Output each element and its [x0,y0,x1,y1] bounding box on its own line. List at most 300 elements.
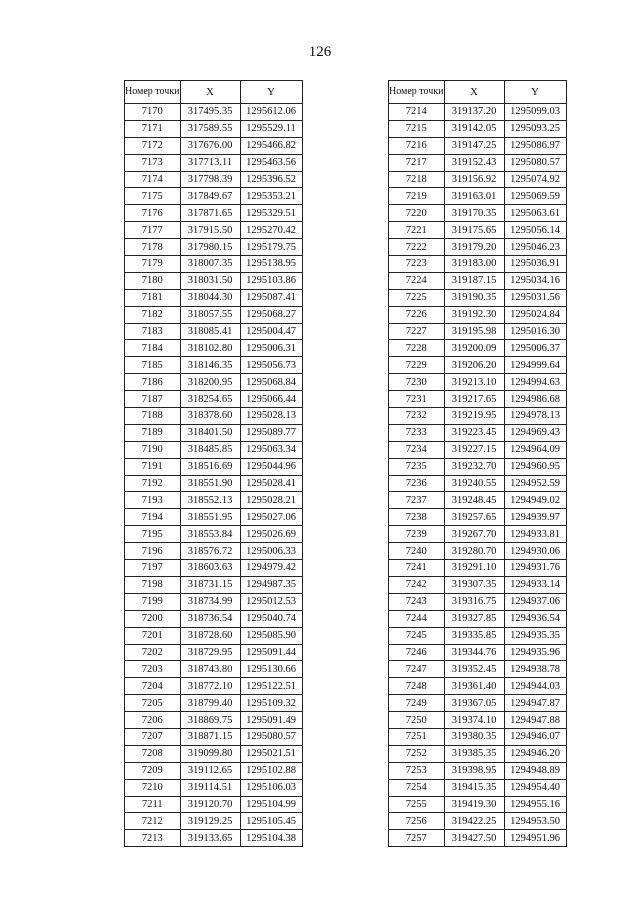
table-row [389,256,567,273]
table-row [125,779,303,796]
table-row [125,678,303,695]
point-number-cell: 7170 [125,104,181,121]
point-number-cell: 7217 [389,154,445,171]
x-coordinate-cell: 319133.65 [180,830,240,847]
table-row [389,492,567,509]
table-row [125,762,303,779]
y-coordinate-cell: 1295036.91 [504,256,566,273]
x-coordinate-cell: 318772.10 [180,678,240,695]
y-coordinate-cell: 1295091.44 [240,644,302,661]
x-coordinate-cell: 319170.35 [444,205,504,222]
y-coordinate-cell: 1294951.96 [504,830,566,847]
x-coordinate-cell: 319147.25 [444,137,504,154]
y-coordinate-cell: 1295089.77 [240,424,302,441]
y-coordinate-cell: 1295085.90 [240,627,302,644]
point-number-cell: 7230 [389,374,445,391]
point-number-cell: 7201 [125,627,181,644]
table-row [125,509,303,526]
y-coordinate-cell: 1295040.74 [240,610,302,627]
point-number-cell: 7220 [389,205,445,222]
table-row [125,408,303,425]
x-coordinate-cell: 318734.99 [180,593,240,610]
table-row [389,593,567,610]
table-row [125,374,303,391]
y-coordinate-cell: 1295102.88 [240,762,302,779]
table-row [389,408,567,425]
point-number-cell: 7219 [389,188,445,205]
point-number-cell: 7171 [125,120,181,137]
header-point-number: Номер точки [389,81,445,104]
table-row [125,712,303,729]
table-row [389,188,567,205]
y-coordinate-cell: 1294960.95 [504,458,566,475]
y-coordinate-cell: 1295028.41 [240,475,302,492]
y-coordinate-cell: 1295122.51 [240,678,302,695]
point-number-cell: 7196 [125,543,181,560]
point-number-cell: 7173 [125,154,181,171]
table-row [125,745,303,762]
x-coordinate-cell: 319099.80 [180,745,240,762]
point-number-cell: 7190 [125,441,181,458]
point-number-cell: 7172 [125,137,181,154]
y-coordinate-cell: 1295026.69 [240,526,302,543]
point-number-cell: 7246 [389,644,445,661]
x-coordinate-cell: 318146.35 [180,357,240,374]
x-coordinate-cell: 318728.60 [180,627,240,644]
point-number-cell: 7208 [125,745,181,762]
y-coordinate-cell: 1295068.84 [240,374,302,391]
x-coordinate-cell: 319120.70 [180,796,240,813]
table-row [389,576,567,593]
table-row [125,222,303,239]
header-y: Y [504,81,566,104]
y-coordinate-cell: 1294954.40 [504,779,566,796]
table-row [125,340,303,357]
x-coordinate-cell: 319385.35 [444,745,504,762]
table-row [389,357,567,374]
point-number-cell: 7233 [389,424,445,441]
x-coordinate-cell: 319195.98 [444,323,504,340]
x-coordinate-cell: 318551.90 [180,475,240,492]
table-row [125,475,303,492]
x-coordinate-cell: 319361.40 [444,678,504,695]
y-coordinate-cell: 1295270.42 [240,222,302,239]
x-coordinate-cell: 317589.55 [180,120,240,137]
x-coordinate-cell: 318552.13 [180,492,240,509]
table-row [389,222,567,239]
point-number-cell: 7210 [125,779,181,796]
table-row [125,239,303,256]
x-coordinate-cell: 319114.51 [180,779,240,796]
point-number-cell: 7203 [125,661,181,678]
point-number-cell: 7192 [125,475,181,492]
table-row [125,357,303,374]
table-row [125,576,303,593]
table-row [125,813,303,830]
x-coordinate-cell: 317676.00 [180,137,240,154]
y-coordinate-cell: 1294953.50 [504,813,566,830]
y-coordinate-cell: 1295080.57 [504,154,566,171]
point-number-cell: 7207 [125,728,181,745]
x-coordinate-cell: 319398.95 [444,762,504,779]
x-coordinate-cell: 317871.65 [180,205,240,222]
y-coordinate-cell: 1294999.64 [504,357,566,374]
y-coordinate-cell: 1295074.92 [504,171,566,188]
x-coordinate-cell: 319129.25 [180,813,240,830]
x-coordinate-cell: 319419.30 [444,796,504,813]
point-number-cell: 7239 [389,526,445,543]
y-coordinate-cell: 1295024.84 [504,306,566,323]
x-coordinate-cell: 319163.01 [444,188,504,205]
point-number-cell: 7253 [389,762,445,779]
point-number-cell: 7222 [389,239,445,256]
x-coordinate-cell: 319374.10 [444,712,504,729]
x-coordinate-cell: 318729.95 [180,644,240,661]
table-row [125,593,303,610]
y-coordinate-cell: 1295087.41 [240,289,302,306]
x-coordinate-cell: 319352.45 [444,661,504,678]
table-row [389,441,567,458]
point-number-cell: 7218 [389,171,445,188]
x-coordinate-cell: 319187.15 [444,272,504,289]
point-number-cell: 7209 [125,762,181,779]
table-row [389,627,567,644]
point-number-cell: 7177 [125,222,181,239]
point-number-cell: 7228 [389,340,445,357]
point-number-cell: 7194 [125,509,181,526]
x-coordinate-cell: 318869.75 [180,712,240,729]
y-coordinate-cell: 1295063.61 [504,205,566,222]
point-number-cell: 7256 [389,813,445,830]
x-coordinate-cell: 318200.95 [180,374,240,391]
x-coordinate-cell: 319179.20 [444,239,504,256]
x-coordinate-cell: 317980.15 [180,239,240,256]
point-number-cell: 7178 [125,239,181,256]
x-coordinate-cell: 318485.85 [180,441,240,458]
point-number-cell: 7232 [389,408,445,425]
y-coordinate-cell: 1294952.59 [504,475,566,492]
x-coordinate-cell: 319152.43 [444,154,504,171]
table-row [389,644,567,661]
point-number-cell: 7211 [125,796,181,813]
table-row [389,813,567,830]
y-coordinate-cell: 1295329.51 [240,205,302,222]
x-coordinate-cell: 319192.30 [444,306,504,323]
point-number-cell: 7216 [389,137,445,154]
y-coordinate-cell: 1294944.03 [504,678,566,695]
y-coordinate-cell: 1295104.38 [240,830,302,847]
point-number-cell: 7205 [125,695,181,712]
point-number-cell: 7204 [125,678,181,695]
y-coordinate-cell: 1295106.03 [240,779,302,796]
point-number-cell: 7182 [125,306,181,323]
y-coordinate-cell: 1294938.78 [504,661,566,678]
y-coordinate-cell: 1295109.32 [240,695,302,712]
table-row [125,610,303,627]
y-coordinate-cell: 1294949.02 [504,492,566,509]
table-row [125,458,303,475]
y-coordinate-cell: 1295012.53 [240,593,302,610]
point-number-cell: 7229 [389,357,445,374]
point-number-cell: 7185 [125,357,181,374]
x-coordinate-cell: 318731.15 [180,576,240,593]
x-coordinate-cell: 319267.70 [444,526,504,543]
table-row [125,391,303,408]
x-coordinate-cell: 319327.85 [444,610,504,627]
table-row [389,391,567,408]
y-coordinate-cell: 1295103.86 [240,272,302,289]
point-number-cell: 7175 [125,188,181,205]
x-coordinate-cell: 319175.65 [444,222,504,239]
y-coordinate-cell: 1294939.97 [504,509,566,526]
point-number-cell: 7176 [125,205,181,222]
y-coordinate-cell: 1295093.25 [504,120,566,137]
x-coordinate-cell: 319316.75 [444,593,504,610]
y-coordinate-cell: 1294948.89 [504,762,566,779]
point-number-cell: 7213 [125,830,181,847]
point-number-cell: 7186 [125,374,181,391]
x-coordinate-cell: 319248.45 [444,492,504,509]
y-coordinate-cell: 1294987.35 [240,576,302,593]
y-coordinate-cell: 1295006.33 [240,543,302,560]
point-number-cell: 7180 [125,272,181,289]
point-number-cell: 7252 [389,745,445,762]
x-coordinate-cell: 319344.76 [444,644,504,661]
y-coordinate-cell: 1295016.30 [504,323,566,340]
table-row [389,678,567,695]
y-coordinate-cell: 1294955.16 [504,796,566,813]
point-number-cell: 7250 [389,712,445,729]
x-coordinate-cell: 319307.35 [444,576,504,593]
table-row [389,509,567,526]
point-number-cell: 7187 [125,391,181,408]
x-coordinate-cell: 319223.45 [444,424,504,441]
table-row [125,441,303,458]
y-coordinate-cell: 1295086.97 [504,137,566,154]
table-row [389,661,567,678]
point-number-cell: 7195 [125,526,181,543]
x-coordinate-cell: 318057.55 [180,306,240,323]
x-coordinate-cell: 319200.09 [444,340,504,357]
y-coordinate-cell: 1294931.76 [504,560,566,577]
table-row [389,205,567,222]
y-coordinate-cell: 1295396.52 [240,171,302,188]
header-point-number: Номер точки [125,81,181,104]
point-number-cell: 7237 [389,492,445,509]
y-coordinate-cell: 1295021.51 [240,745,302,762]
point-number-cell: 7189 [125,424,181,441]
point-number-cell: 7215 [389,120,445,137]
x-coordinate-cell: 319227.15 [444,441,504,458]
point-number-cell: 7197 [125,560,181,577]
y-coordinate-cell: 1295028.13 [240,408,302,425]
table-row [125,323,303,340]
x-coordinate-cell: 318603.63 [180,560,240,577]
table-row [125,306,303,323]
point-number-cell: 7257 [389,830,445,847]
x-coordinate-cell: 319190.35 [444,289,504,306]
table-header-row [125,81,303,104]
table-row [389,458,567,475]
point-number-cell: 7247 [389,661,445,678]
y-coordinate-cell: 1294946.20 [504,745,566,762]
table-row [125,644,303,661]
y-coordinate-cell: 1294986.68 [504,391,566,408]
table-row [125,695,303,712]
point-number-cell: 7249 [389,695,445,712]
table-row [125,188,303,205]
point-number-cell: 7225 [389,289,445,306]
x-coordinate-cell: 318085.41 [180,323,240,340]
x-coordinate-cell: 318401.50 [180,424,240,441]
y-coordinate-cell: 1295044.96 [240,458,302,475]
point-number-cell: 7223 [389,256,445,273]
table-row [389,424,567,441]
y-coordinate-cell: 1295612.06 [240,104,302,121]
y-coordinate-cell: 1295353.21 [240,188,302,205]
point-number-cell: 7191 [125,458,181,475]
point-number-cell: 7184 [125,340,181,357]
table-row [125,289,303,306]
point-number-cell: 7198 [125,576,181,593]
table-row [389,104,567,121]
x-coordinate-cell: 318516.69 [180,458,240,475]
table-row [389,745,567,762]
y-coordinate-cell: 1295104.99 [240,796,302,813]
table-header-row [389,81,567,104]
coordinates-table-left [124,80,303,847]
table-row [125,830,303,847]
y-coordinate-cell: 1295080.57 [240,728,302,745]
point-number-cell: 7245 [389,627,445,644]
x-coordinate-cell: 318254.65 [180,391,240,408]
x-coordinate-cell: 318007.35 [180,256,240,273]
point-number-cell: 7242 [389,576,445,593]
x-coordinate-cell: 319112.65 [180,762,240,779]
table-row [125,627,303,644]
point-number-cell: 7206 [125,712,181,729]
point-number-cell: 7235 [389,458,445,475]
table-row [125,137,303,154]
x-coordinate-cell: 318743.80 [180,661,240,678]
y-coordinate-cell: 1294947.87 [504,695,566,712]
y-coordinate-cell: 1295068.27 [240,306,302,323]
x-coordinate-cell: 318553.84 [180,526,240,543]
point-number-cell: 7227 [389,323,445,340]
point-number-cell: 7214 [389,104,445,121]
x-coordinate-cell: 318551.95 [180,509,240,526]
x-coordinate-cell: 319422.25 [444,813,504,830]
point-number-cell: 7188 [125,408,181,425]
table-row [389,306,567,323]
x-coordinate-cell: 319335.85 [444,627,504,644]
x-coordinate-cell: 318736.54 [180,610,240,627]
x-coordinate-cell: 319415.35 [444,779,504,796]
x-coordinate-cell: 319240.55 [444,475,504,492]
table-row [125,526,303,543]
y-coordinate-cell: 1295138.95 [240,256,302,273]
point-number-cell: 7251 [389,728,445,745]
x-coordinate-cell: 319280.70 [444,543,504,560]
point-number-cell: 7241 [389,560,445,577]
y-coordinate-cell: 1295179.75 [240,239,302,256]
table-row [389,239,567,256]
y-coordinate-cell: 1295463.56 [240,154,302,171]
table-row [389,323,567,340]
x-coordinate-cell: 318044.30 [180,289,240,306]
point-number-cell: 7199 [125,593,181,610]
table-row [389,340,567,357]
x-coordinate-cell: 318576.72 [180,543,240,560]
table-row [389,289,567,306]
point-number-cell: 7254 [389,779,445,796]
table-row [125,272,303,289]
table-row [389,796,567,813]
y-coordinate-cell: 1294978.13 [504,408,566,425]
page-number: 126 [308,44,332,60]
y-coordinate-cell: 1294933.81 [504,526,566,543]
x-coordinate-cell: 319183.00 [444,256,504,273]
table-row [125,492,303,509]
point-number-cell: 7226 [389,306,445,323]
y-coordinate-cell: 1295105.45 [240,813,302,830]
coordinates-table-right [388,80,567,847]
y-coordinate-cell: 1294935.35 [504,627,566,644]
table-row [389,171,567,188]
y-coordinate-cell: 1294994.63 [504,374,566,391]
point-number-cell: 7200 [125,610,181,627]
y-coordinate-cell: 1295069.59 [504,188,566,205]
y-coordinate-cell: 1294935.96 [504,644,566,661]
x-coordinate-cell: 318378.60 [180,408,240,425]
table-row [389,154,567,171]
x-coordinate-cell: 317798.39 [180,171,240,188]
point-number-cell: 7236 [389,475,445,492]
x-coordinate-cell: 318102.80 [180,340,240,357]
point-number-cell: 7244 [389,610,445,627]
point-number-cell: 7238 [389,509,445,526]
table-row [389,137,567,154]
y-coordinate-cell: 1295091.49 [240,712,302,729]
x-coordinate-cell: 319367.05 [444,695,504,712]
table-row [125,120,303,137]
x-coordinate-cell: 318871.15 [180,728,240,745]
table-row [125,205,303,222]
table-row [389,830,567,847]
point-number-cell: 7231 [389,391,445,408]
table-row [389,526,567,543]
table-row [389,728,567,745]
x-coordinate-cell: 318799.40 [180,695,240,712]
table-row [389,475,567,492]
y-coordinate-cell: 1295056.73 [240,357,302,374]
y-coordinate-cell: 1294937.06 [504,593,566,610]
y-coordinate-cell: 1295466.82 [240,137,302,154]
header-y: Y [240,81,302,104]
y-coordinate-cell: 1295027.06 [240,509,302,526]
y-coordinate-cell: 1295004.47 [240,323,302,340]
x-coordinate-cell: 319217.65 [444,391,504,408]
point-number-cell: 7202 [125,644,181,661]
y-coordinate-cell: 1294933.14 [504,576,566,593]
y-coordinate-cell: 1294969.43 [504,424,566,441]
table-row [125,256,303,273]
table-row [389,712,567,729]
point-number-cell: 7234 [389,441,445,458]
point-number-cell: 7224 [389,272,445,289]
y-coordinate-cell: 1295066.44 [240,391,302,408]
point-number-cell: 7221 [389,222,445,239]
